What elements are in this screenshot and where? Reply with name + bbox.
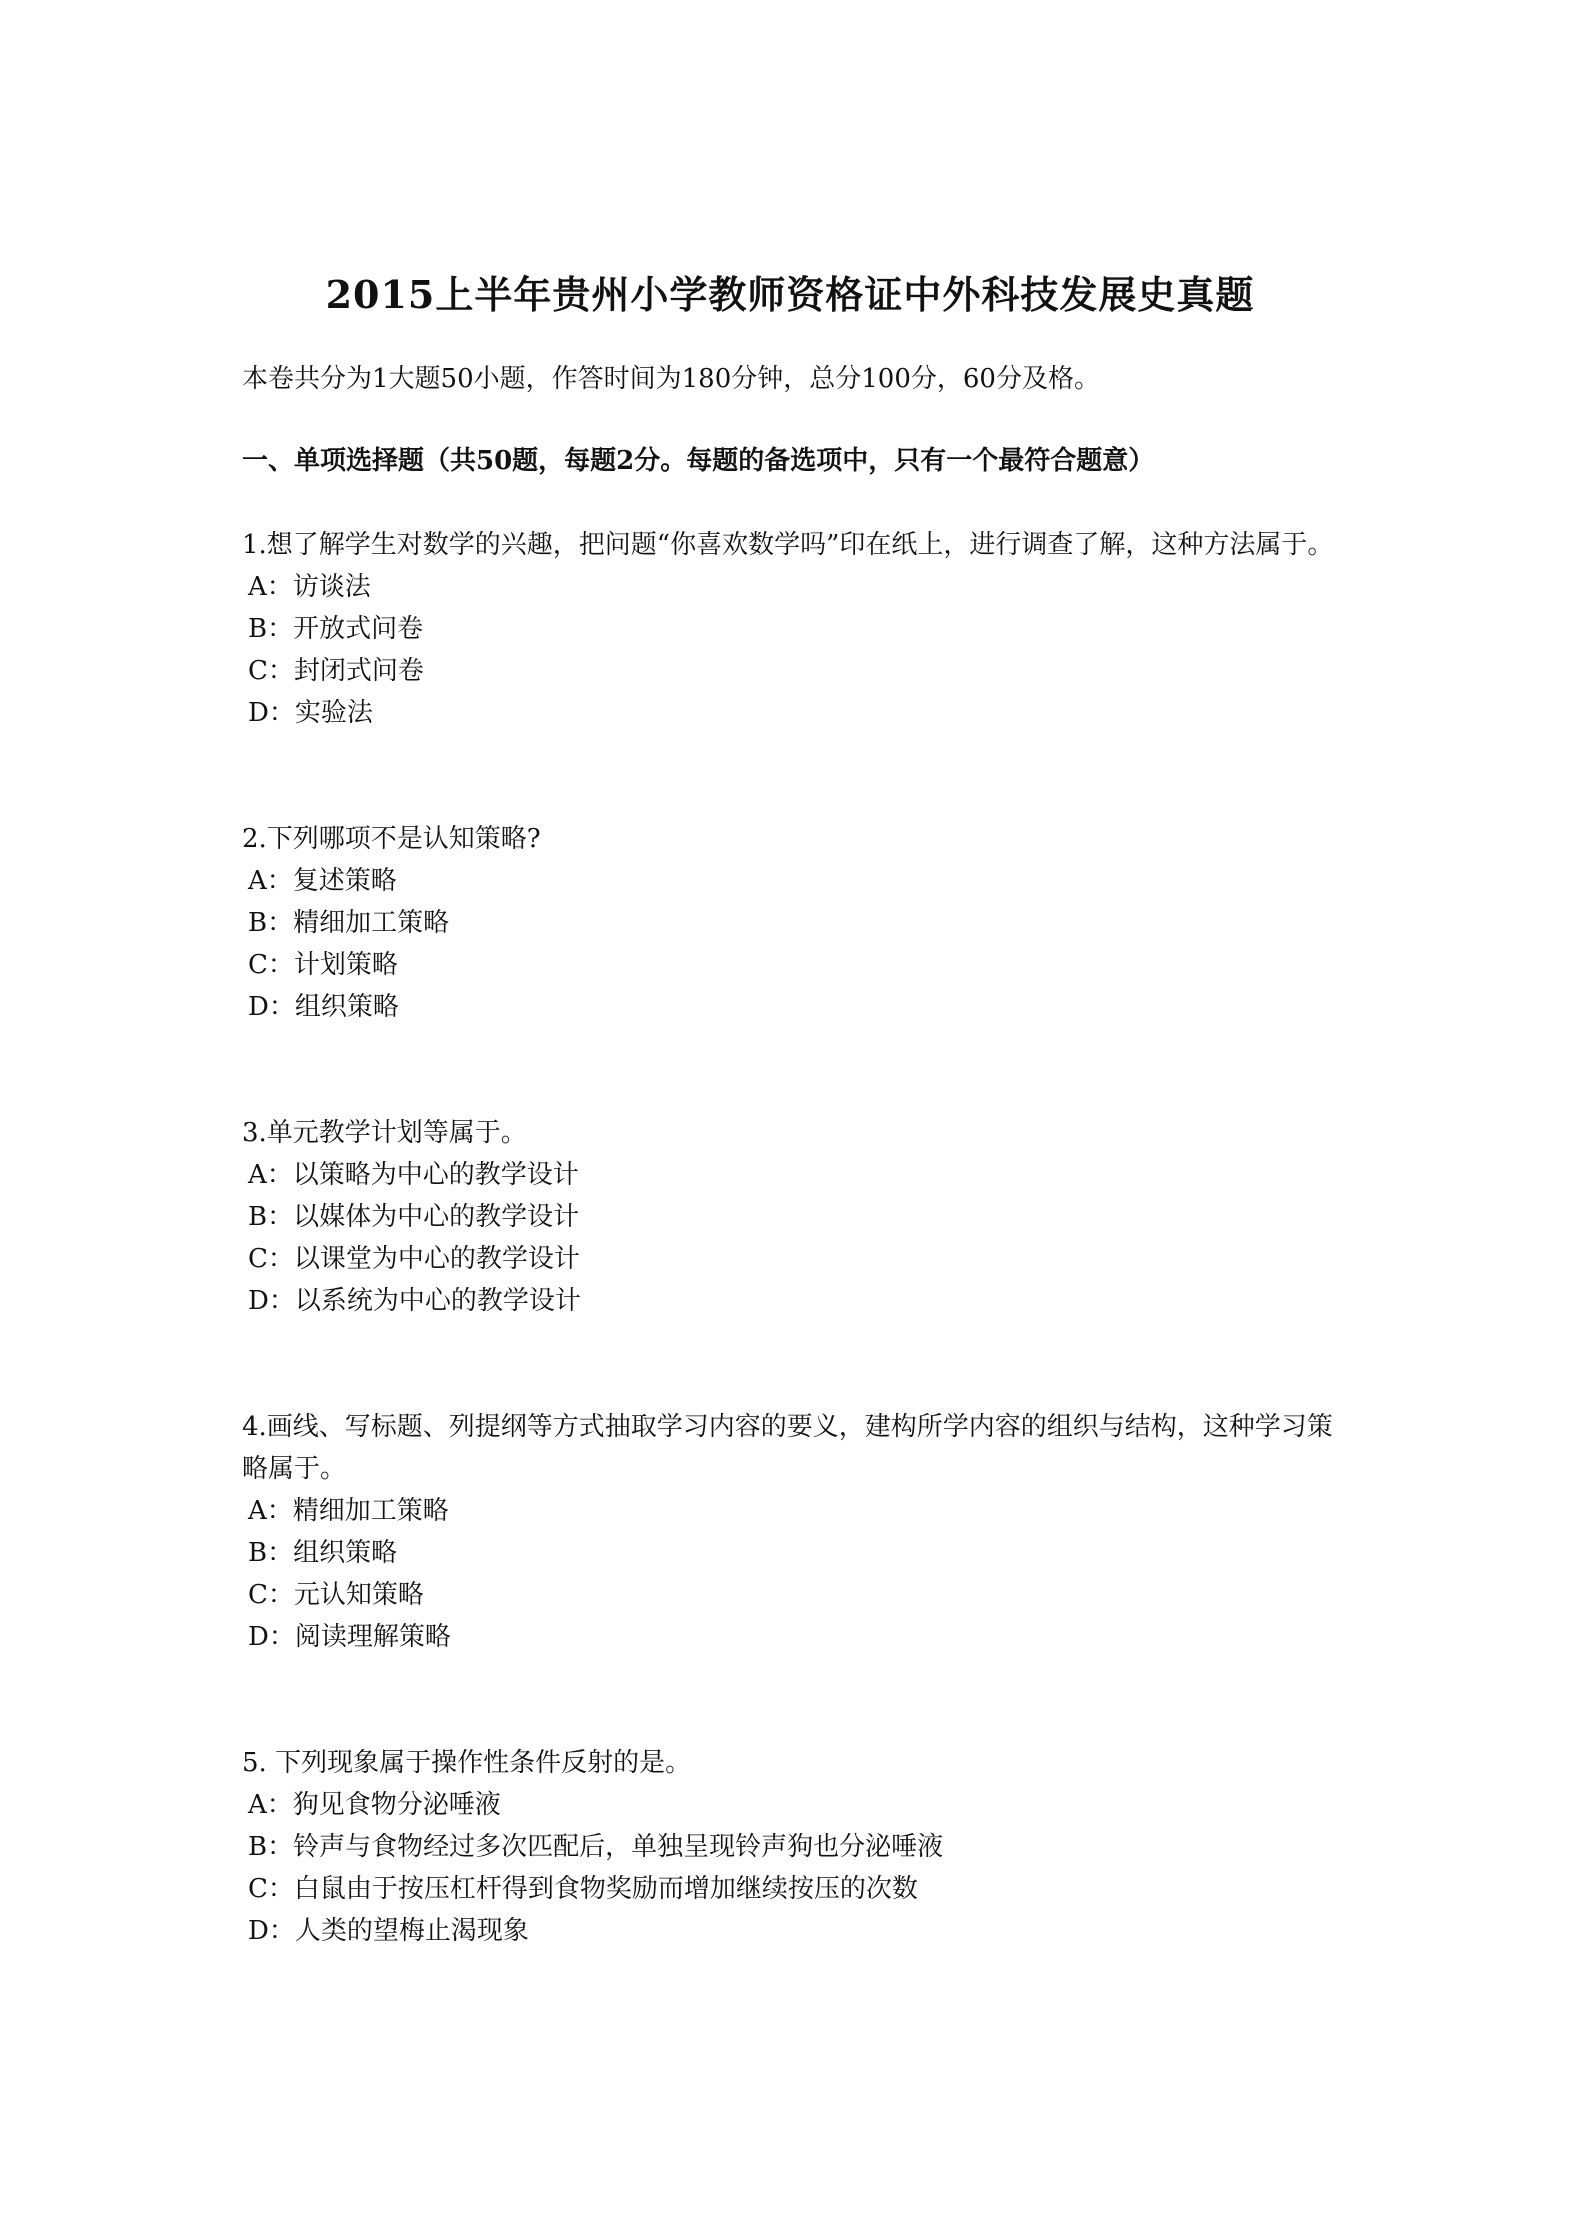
- option-c: C：封闭式问卷: [248, 656, 424, 686]
- question-stem: 1.想了解学生对数学的兴趣，把问题“你喜欢数学吗”印在纸上，进行调查了解，这种方法属于。: [242, 530, 1334, 560]
- question-3: [242, 1112, 1352, 1322]
- option-d: D：人类的望梅止渴现象: [248, 1916, 529, 1946]
- option-c: C：元认知策略: [248, 1580, 424, 1610]
- option-d: D：以系统为中心的教学设计: [248, 1286, 581, 1316]
- option-d: D：实验法: [248, 698, 373, 728]
- section-heading: 一、单项选择题（共50题，每题2分。每题的备选项中，只有一个最符合题意）: [242, 446, 1155, 476]
- option-a: A：访谈法: [248, 572, 371, 602]
- option-a: A：以策略为中心的教学设计: [248, 1160, 579, 1190]
- option-b: B：以媒体为中心的教学设计: [248, 1202, 580, 1232]
- option-c: C：白鼠由于按压杠杆得到食物奖励而增加继续按压的次数: [248, 1874, 918, 1904]
- option-c: C：计划策略: [248, 950, 398, 980]
- option-a: A：狗见食物分泌唾液: [248, 1790, 501, 1820]
- option-b: B：组织策略: [248, 1538, 398, 1568]
- option-d: D：阅读理解策略: [248, 1622, 451, 1652]
- option-d: D：组织策略: [248, 992, 399, 1022]
- question-stem: 5. 下列现象属于操作性条件反射的是。: [242, 1748, 692, 1778]
- option-b: B：开放式问卷: [248, 614, 424, 644]
- question-stem: 3.单元教学计划等属于。: [242, 1118, 527, 1148]
- question-4: [242, 1406, 1352, 1658]
- question-stem: 4.画线、写标题、列提纲等方式抽取学习内容的要义，建构所学内容的组织与结构，这种学习策略属于。: [242, 1412, 1333, 1484]
- option-c: C：以课堂为中心的教学设计: [248, 1244, 580, 1274]
- option-list: [242, 1784, 1352, 1952]
- option-b: B：精细加工策略: [248, 908, 450, 938]
- option-a: A：精细加工策略: [248, 1496, 449, 1526]
- document-body: [242, 358, 1352, 1952]
- exam-intro: 本卷共分为1大题50小题，作答时间为180分钟，总分100分，60分及格。: [242, 364, 1100, 394]
- page-title: 2015上半年贵州小学教师资格证中外科技发展史真题: [325, 272, 1255, 318]
- question-5: [242, 1742, 1352, 1952]
- option-b: B：铃声与食物经过多次匹配后，单独呈现铃声狗也分泌唾液: [248, 1832, 944, 1862]
- option-list: [242, 566, 1352, 734]
- question-1: [242, 524, 1352, 734]
- option-list: [242, 1154, 1352, 1322]
- option-list: [242, 1490, 1352, 1658]
- question-stem: 2.下列哪项不是认知策略?: [242, 824, 541, 854]
- question-2: [242, 818, 1352, 1028]
- option-a: A：复述策略: [248, 866, 397, 896]
- option-list: [242, 860, 1352, 1028]
